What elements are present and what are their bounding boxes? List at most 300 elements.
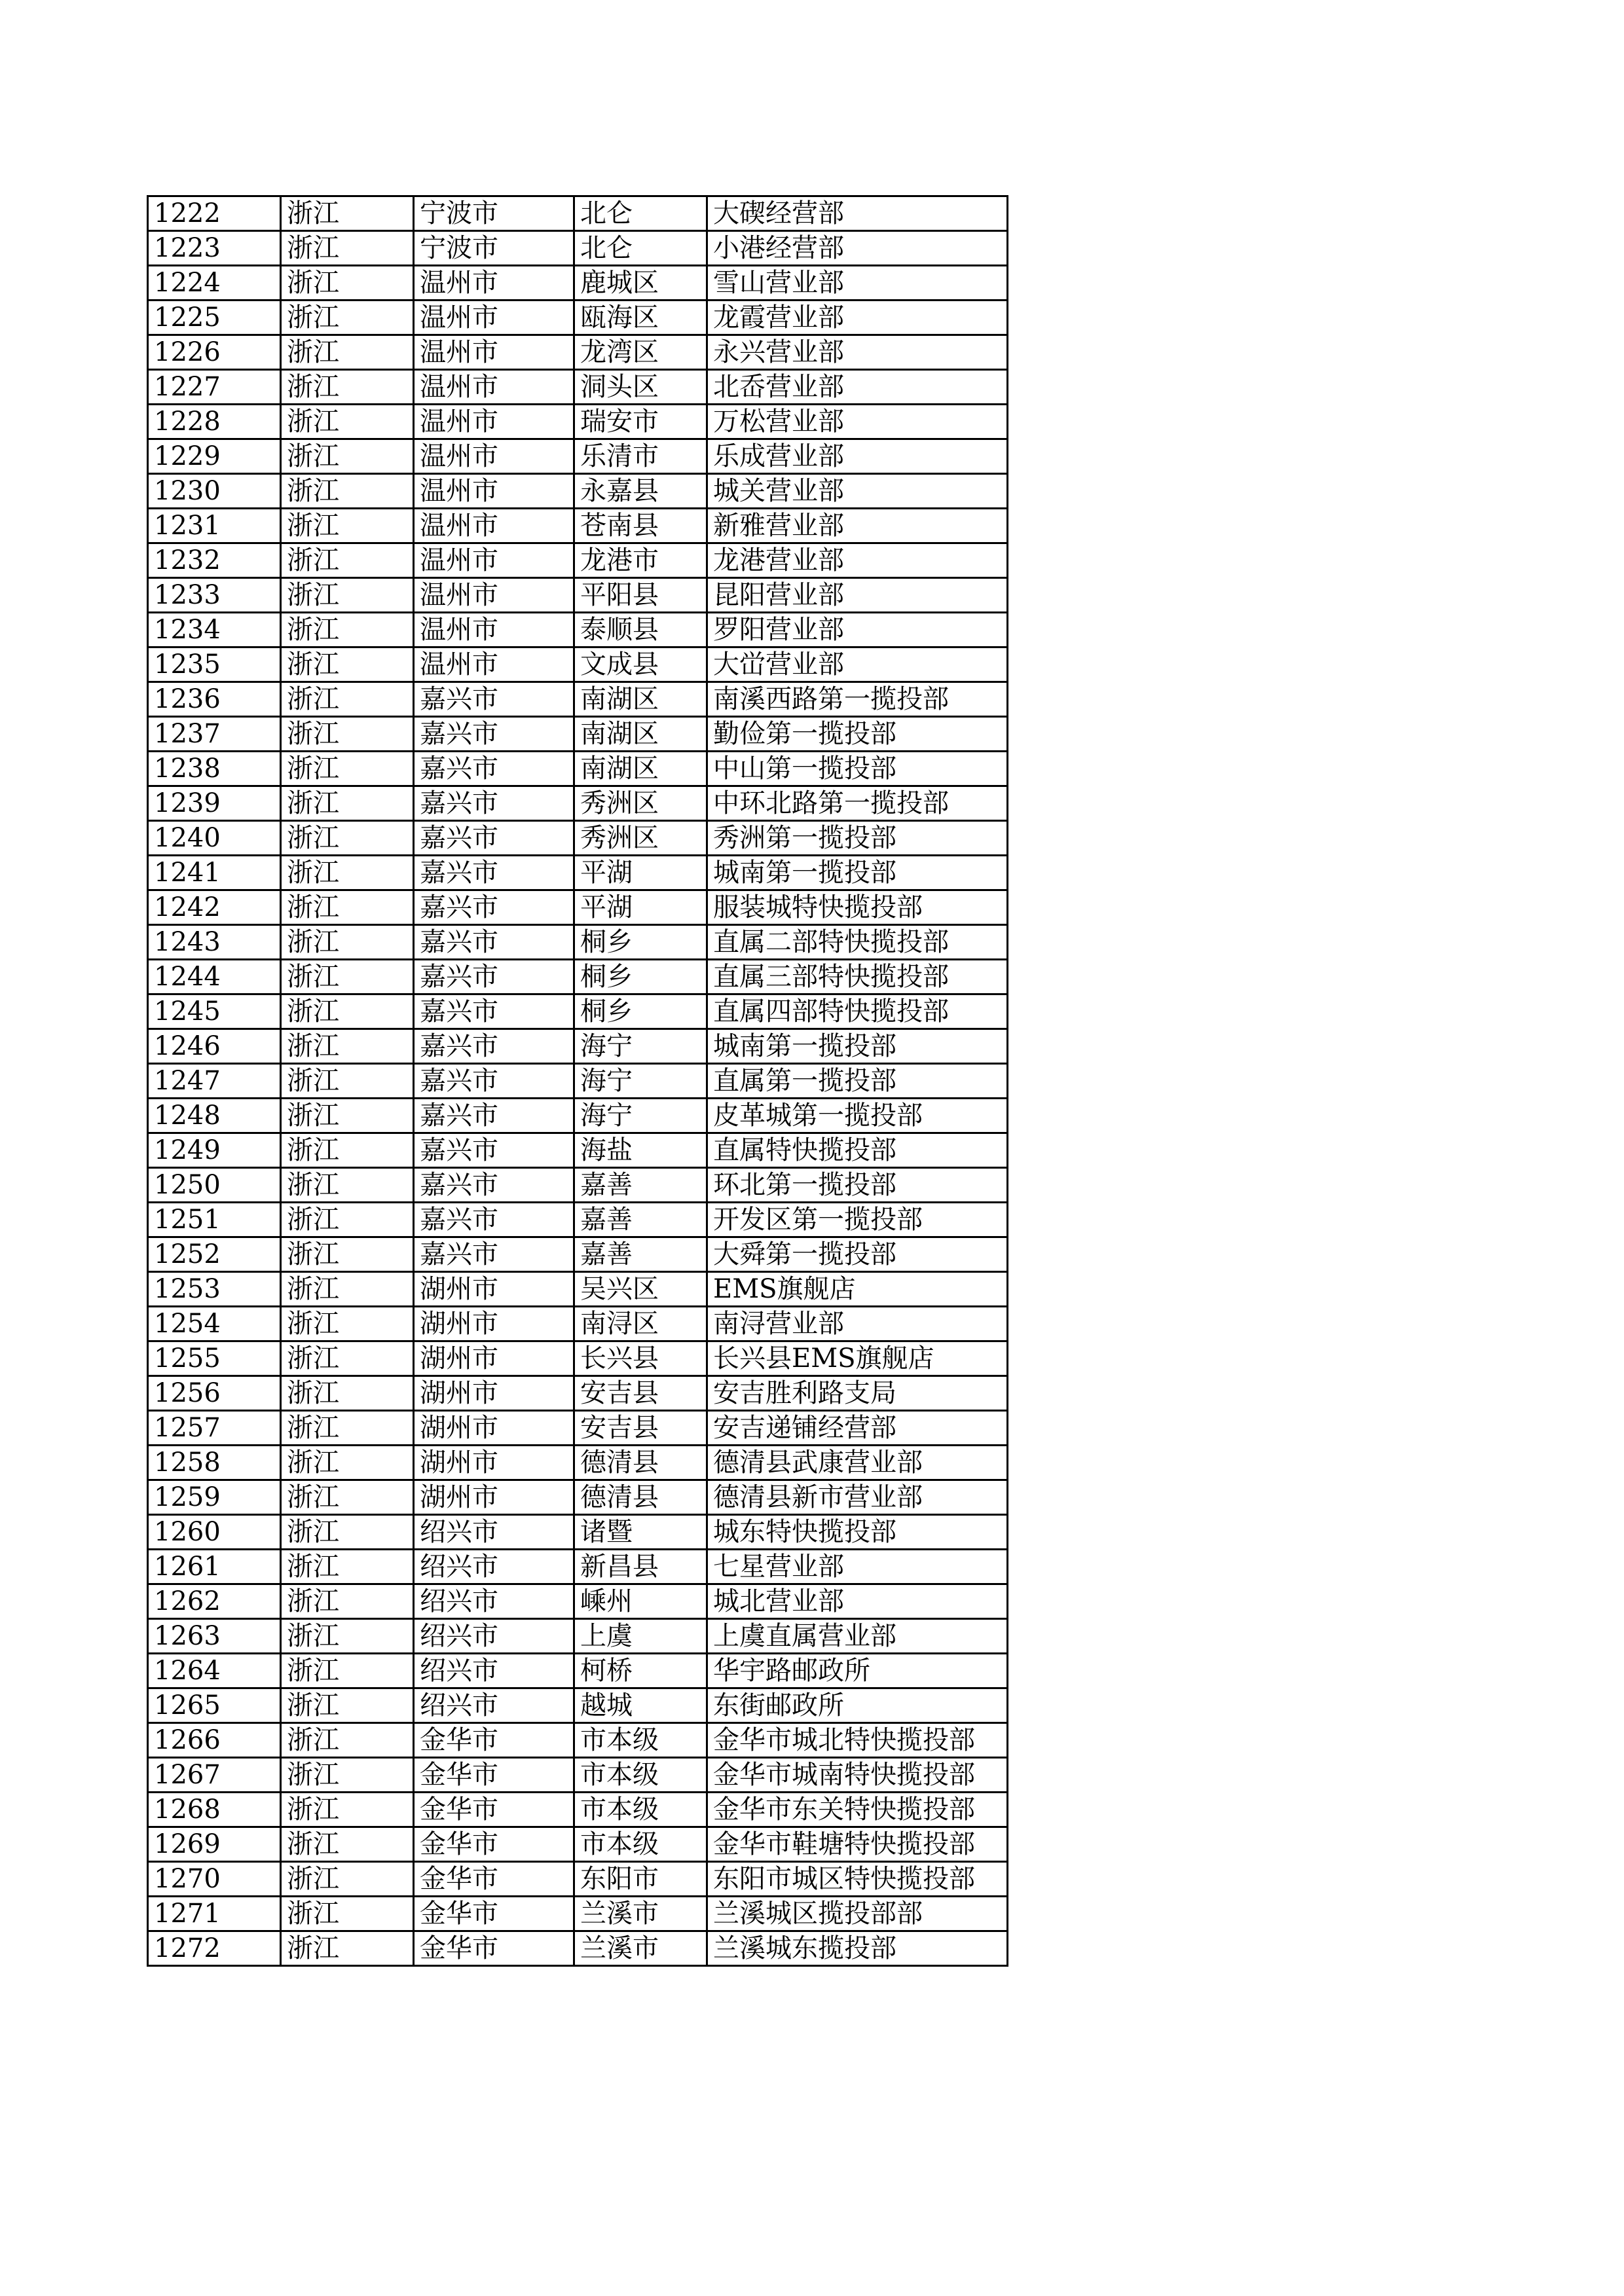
district-cell[interactable]: 德清县 xyxy=(574,1480,707,1515)
city-cell[interactable]: 金华市 xyxy=(414,1931,574,1966)
city-cell[interactable]: 湖州市 xyxy=(414,1480,574,1515)
city-cell[interactable]: 嘉兴市 xyxy=(414,890,574,925)
province-cell[interactable]: 浙江 xyxy=(281,1619,414,1654)
province-cell[interactable]: 浙江 xyxy=(281,890,414,925)
row-number-cell[interactable]: 1236 xyxy=(148,682,281,717)
district-cell[interactable]: 南浔区 xyxy=(574,1307,707,1341)
district-cell[interactable]: 南湖区 xyxy=(574,682,707,717)
district-cell[interactable]: 东阳市 xyxy=(574,1862,707,1897)
province-cell[interactable]: 浙江 xyxy=(281,1758,414,1793)
office-name-cell[interactable]: 南浔营业部 xyxy=(707,1307,1008,1341)
province-cell[interactable]: 浙江 xyxy=(281,994,414,1029)
office-name-cell[interactable]: 直属第一揽投部 xyxy=(707,1064,1008,1099)
city-cell[interactable]: 宁波市 xyxy=(414,196,574,231)
province-cell[interactable]: 浙江 xyxy=(281,1897,414,1931)
province-cell[interactable]: 浙江 xyxy=(281,1688,414,1723)
office-name-cell[interactable]: 上虞直属营业部 xyxy=(707,1619,1008,1654)
office-name-cell[interactable]: 兰溪城东揽投部 xyxy=(707,1931,1008,1966)
table-row xyxy=(148,821,1008,856)
district-cell[interactable]: 海宁 xyxy=(574,1099,707,1133)
table-row xyxy=(148,994,1008,1029)
table-row xyxy=(148,856,1008,890)
district-cell[interactable]: 洞头区 xyxy=(574,370,707,405)
office-name-cell[interactable]: 金华市东关特快揽投部 xyxy=(707,1793,1008,1827)
row-number-cell[interactable]: 1267 xyxy=(148,1758,281,1793)
row-number-cell[interactable]: 1253 xyxy=(148,1272,281,1307)
table-row xyxy=(148,925,1008,960)
district-cell[interactable]: 鹿城区 xyxy=(574,266,707,301)
table-row xyxy=(148,266,1008,301)
office-name-cell[interactable]: 龙霞营业部 xyxy=(707,301,1008,335)
table-row xyxy=(148,1723,1008,1758)
district-cell[interactable]: 嘉善 xyxy=(574,1237,707,1272)
table-row xyxy=(148,1480,1008,1515)
office-name-cell[interactable]: 安吉递铺经营部 xyxy=(707,1411,1008,1446)
row-number-cell[interactable]: 1252 xyxy=(148,1237,281,1272)
office-name-cell[interactable]: 华宇路邮政所 xyxy=(707,1654,1008,1688)
city-cell[interactable]: 温州市 xyxy=(414,439,574,474)
row-number-cell[interactable]: 1242 xyxy=(148,890,281,925)
district-cell[interactable]: 新昌县 xyxy=(574,1550,707,1584)
office-name-cell[interactable]: 万松营业部 xyxy=(707,405,1008,439)
office-name-cell[interactable]: 服装城特快揽投部 xyxy=(707,890,1008,925)
province-cell[interactable]: 浙江 xyxy=(281,613,414,647)
office-name-cell[interactable]: 城南第一揽投部 xyxy=(707,1029,1008,1064)
district-cell[interactable]: 瑞安市 xyxy=(574,405,707,439)
city-cell[interactable]: 绍兴市 xyxy=(414,1654,574,1688)
row-number-cell[interactable]: 1250 xyxy=(148,1168,281,1203)
city-cell[interactable]: 绍兴市 xyxy=(414,1584,574,1619)
district-cell[interactable]: 越城 xyxy=(574,1688,707,1723)
province-cell[interactable]: 浙江 xyxy=(281,405,414,439)
province-cell[interactable]: 浙江 xyxy=(281,231,414,266)
province-cell[interactable]: 浙江 xyxy=(281,960,414,994)
city-cell[interactable]: 嘉兴市 xyxy=(414,925,574,960)
row-number-cell[interactable]: 1226 xyxy=(148,335,281,370)
province-cell[interactable]: 浙江 xyxy=(281,1862,414,1897)
table-row xyxy=(148,752,1008,786)
office-name-cell[interactable]: 环北第一揽投部 xyxy=(707,1168,1008,1203)
row-number-cell[interactable]: 1241 xyxy=(148,856,281,890)
office-name-cell[interactable]: 勤俭第一揽投部 xyxy=(707,717,1008,752)
office-name-cell[interactable]: 直属特快揽投部 xyxy=(707,1133,1008,1168)
district-cell[interactable]: 柯桥 xyxy=(574,1654,707,1688)
table-row xyxy=(148,1619,1008,1654)
district-cell[interactable]: 海宁 xyxy=(574,1029,707,1064)
province-cell[interactable]: 浙江 xyxy=(281,509,414,543)
row-number-cell[interactable]: 1230 xyxy=(148,474,281,509)
district-cell[interactable]: 市本级 xyxy=(574,1793,707,1827)
province-cell[interactable]: 浙江 xyxy=(281,786,414,821)
office-name-cell[interactable]: 永兴营业部 xyxy=(707,335,1008,370)
city-cell[interactable]: 湖州市 xyxy=(414,1341,574,1376)
city-cell[interactable]: 温州市 xyxy=(414,405,574,439)
table-row xyxy=(148,1897,1008,1931)
table-row xyxy=(148,1203,1008,1237)
district-cell[interactable]: 海盐 xyxy=(574,1133,707,1168)
office-name-cell[interactable]: 城北营业部 xyxy=(707,1584,1008,1619)
province-cell[interactable]: 浙江 xyxy=(281,1307,414,1341)
row-number-cell[interactable]: 1234 xyxy=(148,613,281,647)
row-number-cell[interactable]: 1256 xyxy=(148,1376,281,1411)
table-row xyxy=(148,1446,1008,1480)
table-row xyxy=(148,1272,1008,1307)
city-cell[interactable]: 温州市 xyxy=(414,335,574,370)
city-cell[interactable]: 金华市 xyxy=(414,1793,574,1827)
row-number-cell[interactable]: 1262 xyxy=(148,1584,281,1619)
city-cell[interactable]: 湖州市 xyxy=(414,1307,574,1341)
office-name-cell[interactable]: 长兴县EMS旗舰店 xyxy=(707,1341,1008,1376)
office-name-cell[interactable]: 大峃营业部 xyxy=(707,647,1008,682)
row-number-cell[interactable]: 1270 xyxy=(148,1862,281,1897)
table-row xyxy=(148,613,1008,647)
province-cell[interactable]: 浙江 xyxy=(281,1446,414,1480)
city-cell[interactable]: 绍兴市 xyxy=(414,1550,574,1584)
row-number-cell[interactable]: 1264 xyxy=(148,1654,281,1688)
office-name-cell[interactable]: 七星营业部 xyxy=(707,1550,1008,1584)
city-cell[interactable]: 温州市 xyxy=(414,543,574,578)
row-number-cell[interactable]: 1260 xyxy=(148,1515,281,1550)
row-number-cell[interactable]: 1251 xyxy=(148,1203,281,1237)
office-name-cell[interactable]: 德清县新市营业部 xyxy=(707,1480,1008,1515)
province-cell[interactable]: 浙江 xyxy=(281,682,414,717)
row-number-cell[interactable]: 1255 xyxy=(148,1341,281,1376)
district-cell[interactable]: 桐乡 xyxy=(574,925,707,960)
district-cell[interactable]: 北仑 xyxy=(574,231,707,266)
city-cell[interactable]: 金华市 xyxy=(414,1723,574,1758)
province-cell[interactable]: 浙江 xyxy=(281,474,414,509)
city-cell[interactable]: 嘉兴市 xyxy=(414,1029,574,1064)
row-number-cell[interactable]: 1228 xyxy=(148,405,281,439)
row-number-cell[interactable]: 1248 xyxy=(148,1099,281,1133)
district-cell[interactable]: 市本级 xyxy=(574,1723,707,1758)
office-name-cell[interactable]: 安吉胜利路支局 xyxy=(707,1376,1008,1411)
table-row xyxy=(148,1099,1008,1133)
district-cell[interactable]: 诸暨 xyxy=(574,1515,707,1550)
district-cell[interactable]: 龙湾区 xyxy=(574,335,707,370)
office-name-cell[interactable]: 城东特快揽投部 xyxy=(707,1515,1008,1550)
district-cell[interactable]: 永嘉县 xyxy=(574,474,707,509)
office-name-cell[interactable]: 东街邮政所 xyxy=(707,1688,1008,1723)
table-row xyxy=(148,370,1008,405)
row-number-cell[interactable]: 1225 xyxy=(148,301,281,335)
table-row xyxy=(148,682,1008,717)
spreadsheet-table xyxy=(147,195,1008,1967)
city-cell[interactable]: 嘉兴市 xyxy=(414,717,574,752)
district-cell[interactable]: 桐乡 xyxy=(574,994,707,1029)
province-cell[interactable]: 浙江 xyxy=(281,1099,414,1133)
city-cell[interactable]: 绍兴市 xyxy=(414,1688,574,1723)
city-cell[interactable]: 绍兴市 xyxy=(414,1515,574,1550)
province-cell[interactable]: 浙江 xyxy=(281,1272,414,1307)
district-cell[interactable]: 文成县 xyxy=(574,647,707,682)
district-cell[interactable]: 海宁 xyxy=(574,1064,707,1099)
row-number-cell[interactable]: 1245 xyxy=(148,994,281,1029)
office-name-cell[interactable]: 德清县武康营业部 xyxy=(707,1446,1008,1480)
province-cell[interactable]: 浙江 xyxy=(281,578,414,613)
province-cell[interactable]: 浙江 xyxy=(281,647,414,682)
office-name-cell[interactable]: 兰溪城区揽投部部 xyxy=(707,1897,1008,1931)
table-row xyxy=(148,1341,1008,1376)
office-name-cell[interactable]: 昆阳营业部 xyxy=(707,578,1008,613)
province-cell[interactable]: 浙江 xyxy=(281,1203,414,1237)
district-cell[interactable]: 嘉善 xyxy=(574,1203,707,1237)
table-body xyxy=(148,196,1008,1966)
table-row xyxy=(148,786,1008,821)
table-row xyxy=(148,509,1008,543)
table-row xyxy=(148,543,1008,578)
office-name-cell[interactable]: 金华市鞋塘特快揽投部 xyxy=(707,1827,1008,1862)
table-row xyxy=(148,1654,1008,1688)
row-number-cell[interactable]: 1259 xyxy=(148,1480,281,1515)
office-name-cell[interactable]: 新雅营业部 xyxy=(707,509,1008,543)
province-cell[interactable]: 浙江 xyxy=(281,543,414,578)
province-cell[interactable]: 浙江 xyxy=(281,301,414,335)
table-row xyxy=(148,1029,1008,1064)
table-row xyxy=(148,890,1008,925)
province-cell[interactable]: 浙江 xyxy=(281,1480,414,1515)
row-number-cell[interactable]: 1231 xyxy=(148,509,281,543)
city-cell[interactable]: 绍兴市 xyxy=(414,1619,574,1654)
city-cell[interactable]: 金华市 xyxy=(414,1897,574,1931)
province-cell[interactable]: 浙江 xyxy=(281,1029,414,1064)
office-name-cell[interactable]: 城关营业部 xyxy=(707,474,1008,509)
office-name-cell[interactable]: 小港经营部 xyxy=(707,231,1008,266)
city-cell[interactable]: 温州市 xyxy=(414,613,574,647)
city-cell[interactable]: 金华市 xyxy=(414,1862,574,1897)
row-number-cell[interactable]: 1269 xyxy=(148,1827,281,1862)
table-row xyxy=(148,474,1008,509)
city-cell[interactable]: 嘉兴市 xyxy=(414,821,574,856)
office-name-cell[interactable]: 直属四部特快揽投部 xyxy=(707,994,1008,1029)
office-name-cell[interactable]: 秀洲第一揽投部 xyxy=(707,821,1008,856)
office-name-cell[interactable]: 北岙营业部 xyxy=(707,370,1008,405)
row-number-cell[interactable]: 1237 xyxy=(148,717,281,752)
city-cell[interactable]: 湖州市 xyxy=(414,1446,574,1480)
province-cell[interactable]: 浙江 xyxy=(281,1411,414,1446)
province-cell[interactable]: 浙江 xyxy=(281,1341,414,1376)
district-cell[interactable]: 苍南县 xyxy=(574,509,707,543)
province-cell[interactable]: 浙江 xyxy=(281,1376,414,1411)
city-cell[interactable]: 温州市 xyxy=(414,370,574,405)
office-name-cell[interactable]: 东阳市城区特快揽投部 xyxy=(707,1862,1008,1897)
table-row xyxy=(148,1862,1008,1897)
row-number-cell[interactable]: 1265 xyxy=(148,1688,281,1723)
office-name-cell[interactable]: 罗阳营业部 xyxy=(707,613,1008,647)
row-number-cell[interactable]: 1271 xyxy=(148,1897,281,1931)
table-row xyxy=(148,1064,1008,1099)
district-cell[interactable]: 北仑 xyxy=(574,196,707,231)
row-number-cell[interactable]: 1254 xyxy=(148,1307,281,1341)
row-number-cell[interactable]: 1249 xyxy=(148,1133,281,1168)
office-name-cell[interactable]: 乐成营业部 xyxy=(707,439,1008,474)
city-cell[interactable]: 温州市 xyxy=(414,266,574,301)
district-cell[interactable]: 嘉善 xyxy=(574,1168,707,1203)
table-row xyxy=(148,1168,1008,1203)
table-row xyxy=(148,717,1008,752)
office-name-cell[interactable]: 直属二部特快揽投部 xyxy=(707,925,1008,960)
city-cell[interactable]: 湖州市 xyxy=(414,1272,574,1307)
province-cell[interactable]: 浙江 xyxy=(281,1515,414,1550)
province-cell[interactable]: 浙江 xyxy=(281,1064,414,1099)
table-row xyxy=(148,301,1008,335)
district-cell[interactable]: 瓯海区 xyxy=(574,301,707,335)
table-row xyxy=(148,960,1008,994)
province-cell[interactable]: 浙江 xyxy=(281,1237,414,1272)
city-cell[interactable]: 嘉兴市 xyxy=(414,856,574,890)
district-cell[interactable]: 上虞 xyxy=(574,1619,707,1654)
row-number-cell[interactable]: 1229 xyxy=(148,439,281,474)
district-cell[interactable]: 龙港市 xyxy=(574,543,707,578)
city-cell[interactable]: 湖州市 xyxy=(414,1411,574,1446)
office-name-cell[interactable]: 金华市城南特快揽投部 xyxy=(707,1758,1008,1793)
province-cell[interactable]: 浙江 xyxy=(281,752,414,786)
city-cell[interactable]: 嘉兴市 xyxy=(414,1168,574,1203)
table-row xyxy=(148,1133,1008,1168)
office-name-cell[interactable]: 皮革城第一揽投部 xyxy=(707,1099,1008,1133)
province-cell[interactable]: 浙江 xyxy=(281,1168,414,1203)
office-name-cell[interactable]: 开发区第一揽投部 xyxy=(707,1203,1008,1237)
district-cell[interactable]: 安吉县 xyxy=(574,1376,707,1411)
office-name-cell[interactable]: 城南第一揽投部 xyxy=(707,856,1008,890)
office-name-cell[interactable]: 大舜第一揽投部 xyxy=(707,1237,1008,1272)
office-name-cell[interactable]: 中山第一揽投部 xyxy=(707,752,1008,786)
city-cell[interactable]: 嘉兴市 xyxy=(414,1203,574,1237)
row-number-cell[interactable]: 1257 xyxy=(148,1411,281,1446)
district-cell[interactable]: 平湖 xyxy=(574,890,707,925)
row-number-cell[interactable]: 1235 xyxy=(148,647,281,682)
office-name-cell[interactable]: 大碶经营部 xyxy=(707,196,1008,231)
city-cell[interactable]: 嘉兴市 xyxy=(414,786,574,821)
row-number-cell[interactable]: 1239 xyxy=(148,786,281,821)
city-cell[interactable]: 嘉兴市 xyxy=(414,752,574,786)
table-row xyxy=(148,1307,1008,1341)
city-cell[interactable]: 嘉兴市 xyxy=(414,1237,574,1272)
row-number-cell[interactable]: 1227 xyxy=(148,370,281,405)
row-number-cell[interactable]: 1258 xyxy=(148,1446,281,1480)
district-cell[interactable]: 德清县 xyxy=(574,1446,707,1480)
row-number-cell[interactable]: 1272 xyxy=(148,1931,281,1966)
office-name-cell[interactable]: 直属三部特快揽投部 xyxy=(707,960,1008,994)
district-cell[interactable]: 南湖区 xyxy=(574,717,707,752)
city-cell[interactable]: 温州市 xyxy=(414,647,574,682)
district-cell[interactable]: 兰溪市 xyxy=(574,1897,707,1931)
province-cell[interactable]: 浙江 xyxy=(281,266,414,301)
row-number-cell[interactable]: 1222 xyxy=(148,196,281,231)
district-cell[interactable]: 桐乡 xyxy=(574,960,707,994)
district-cell[interactable]: 乐清市 xyxy=(574,439,707,474)
city-cell[interactable]: 金华市 xyxy=(414,1758,574,1793)
city-cell[interactable]: 温州市 xyxy=(414,509,574,543)
row-number-cell[interactable]: 1223 xyxy=(148,231,281,266)
province-cell[interactable]: 浙江 xyxy=(281,925,414,960)
table-row xyxy=(148,405,1008,439)
province-cell[interactable]: 浙江 xyxy=(281,1931,414,1966)
city-cell[interactable]: 湖州市 xyxy=(414,1376,574,1411)
province-cell[interactable]: 浙江 xyxy=(281,1550,414,1584)
city-cell[interactable]: 嘉兴市 xyxy=(414,1064,574,1099)
row-number-cell[interactable]: 1246 xyxy=(148,1029,281,1064)
city-cell[interactable]: 温州市 xyxy=(414,474,574,509)
table-row xyxy=(148,1931,1008,1966)
province-cell[interactable]: 浙江 xyxy=(281,1584,414,1619)
table-row xyxy=(148,439,1008,474)
district-cell[interactable]: 平阳县 xyxy=(574,578,707,613)
row-number-cell[interactable]: 1268 xyxy=(148,1793,281,1827)
office-name-cell[interactable]: 雪山营业部 xyxy=(707,266,1008,301)
district-cell[interactable]: 市本级 xyxy=(574,1827,707,1862)
table-row xyxy=(148,1584,1008,1619)
row-number-cell[interactable]: 1247 xyxy=(148,1064,281,1099)
row-number-cell[interactable]: 1266 xyxy=(148,1723,281,1758)
district-cell[interactable]: 泰顺县 xyxy=(574,613,707,647)
district-cell[interactable]: 兰溪市 xyxy=(574,1931,707,1966)
district-cell[interactable]: 吴兴区 xyxy=(574,1272,707,1307)
province-cell[interactable]: 浙江 xyxy=(281,1133,414,1168)
row-number-cell[interactable]: 1224 xyxy=(148,266,281,301)
row-number-cell[interactable]: 1232 xyxy=(148,543,281,578)
office-name-cell[interactable]: 南溪西路第一揽投部 xyxy=(707,682,1008,717)
city-cell[interactable]: 温州市 xyxy=(414,578,574,613)
table-row xyxy=(148,335,1008,370)
district-cell[interactable]: 长兴县 xyxy=(574,1341,707,1376)
province-cell[interactable]: 浙江 xyxy=(281,196,414,231)
row-number-cell[interactable]: 1233 xyxy=(148,578,281,613)
city-cell[interactable]: 嘉兴市 xyxy=(414,1099,574,1133)
office-name-cell[interactable]: 中环北路第一揽投部 xyxy=(707,786,1008,821)
province-cell[interactable]: 浙江 xyxy=(281,1793,414,1827)
row-number-cell[interactable]: 1240 xyxy=(148,821,281,856)
row-number-cell[interactable]: 1243 xyxy=(148,925,281,960)
office-name-cell[interactable]: 金华市城北特快揽投部 xyxy=(707,1723,1008,1758)
row-number-cell[interactable]: 1244 xyxy=(148,960,281,994)
district-cell[interactable]: 嵊州 xyxy=(574,1584,707,1619)
city-cell[interactable]: 嘉兴市 xyxy=(414,1133,574,1168)
province-cell[interactable]: 浙江 xyxy=(281,856,414,890)
office-name-cell[interactable]: 龙港营业部 xyxy=(707,543,1008,578)
province-cell[interactable]: 浙江 xyxy=(281,335,414,370)
city-cell[interactable]: 宁波市 xyxy=(414,231,574,266)
district-cell[interactable]: 平湖 xyxy=(574,856,707,890)
province-cell[interactable]: 浙江 xyxy=(281,821,414,856)
table-row xyxy=(148,1515,1008,1550)
table-row xyxy=(148,1827,1008,1862)
city-cell[interactable]: 温州市 xyxy=(414,301,574,335)
province-cell[interactable]: 浙江 xyxy=(281,717,414,752)
row-number-cell[interactable]: 1261 xyxy=(148,1550,281,1584)
table-row xyxy=(148,1688,1008,1723)
province-cell[interactable]: 浙江 xyxy=(281,1827,414,1862)
district-cell[interactable]: 秀洲区 xyxy=(574,821,707,856)
city-cell[interactable]: 嘉兴市 xyxy=(414,682,574,717)
province-cell[interactable]: 浙江 xyxy=(281,1654,414,1688)
row-number-cell[interactable]: 1263 xyxy=(148,1619,281,1654)
district-cell[interactable]: 安吉县 xyxy=(574,1411,707,1446)
district-cell[interactable]: 市本级 xyxy=(574,1758,707,1793)
table-row xyxy=(148,1758,1008,1793)
district-cell[interactable]: 南湖区 xyxy=(574,752,707,786)
district-cell[interactable]: 秀洲区 xyxy=(574,786,707,821)
row-number-cell[interactable]: 1238 xyxy=(148,752,281,786)
province-cell[interactable]: 浙江 xyxy=(281,1723,414,1758)
city-cell[interactable]: 嘉兴市 xyxy=(414,994,574,1029)
province-cell[interactable]: 浙江 xyxy=(281,370,414,405)
province-cell[interactable]: 浙江 xyxy=(281,439,414,474)
office-name-cell[interactable]: EMS旗舰店 xyxy=(707,1272,1008,1307)
city-cell[interactable]: 金华市 xyxy=(414,1827,574,1862)
city-cell[interactable]: 嘉兴市 xyxy=(414,960,574,994)
table-row xyxy=(148,1237,1008,1272)
